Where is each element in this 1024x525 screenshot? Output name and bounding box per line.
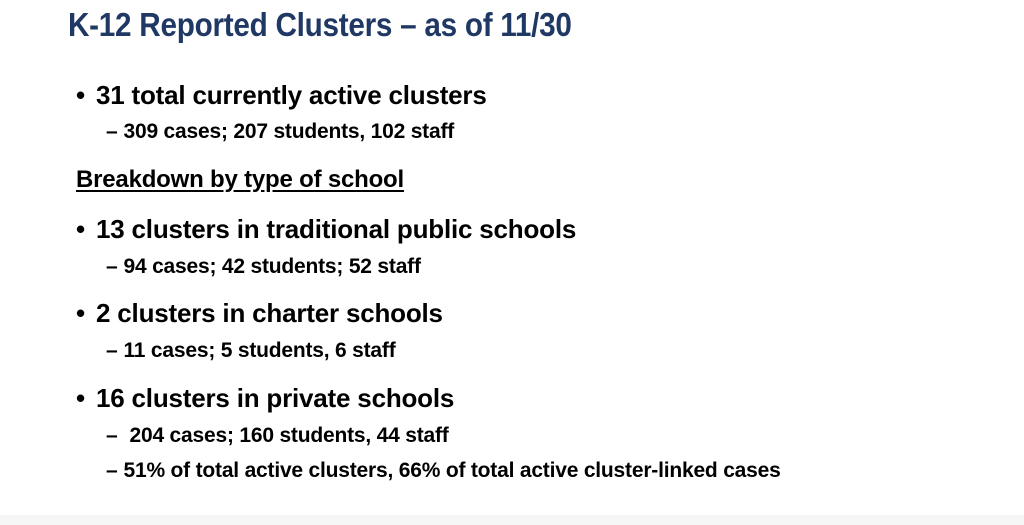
group-sub-text: 51% of total active clusters, 66% of total active cluster-linked cases (123, 459, 781, 482)
summary-sub-item (106, 119, 454, 145)
dash-icon: – (106, 339, 118, 362)
group-sub-text: 204 cases; 160 students, 44 staff (129, 424, 449, 447)
group-sub-item (106, 423, 449, 449)
group-sub-item (106, 254, 421, 280)
group-sub-text: 94 cases; 42 students; 52 staff (123, 255, 421, 278)
group-text: 13 clusters in traditional public schools (96, 214, 577, 244)
group-sub-text: 11 cases; 5 students, 6 staff (123, 339, 396, 362)
group-bullet-public (76, 214, 576, 244)
group-sub-item (106, 458, 781, 484)
group-bullet-charter (76, 298, 443, 328)
summary-sub-text: 309 cases; 207 students, 102 staff (123, 120, 455, 143)
slide-title: K-12 Reported Clusters – as of 11/30 (68, 6, 572, 43)
group-text: 2 clusters in charter schools (96, 298, 443, 328)
dash-icon: – (106, 255, 118, 278)
group-bullet-private (76, 383, 454, 413)
summary-text: 31 total currently active clusters (96, 80, 487, 110)
dash-icon: – (106, 120, 118, 143)
bottom-strip (0, 515, 1024, 525)
summary-bullet (76, 80, 487, 110)
bullet-icon: • (76, 383, 85, 413)
bullet-icon: • (76, 80, 85, 110)
group-text: 16 clusters in private schools (96, 383, 455, 413)
dash-icon: – (106, 459, 118, 482)
group-sub-item (106, 338, 395, 364)
bullet-icon: • (76, 298, 85, 328)
bullet-icon: • (76, 214, 85, 244)
dash-icon: – (106, 424, 118, 447)
breakdown-heading: Breakdown by type of school (76, 166, 404, 193)
